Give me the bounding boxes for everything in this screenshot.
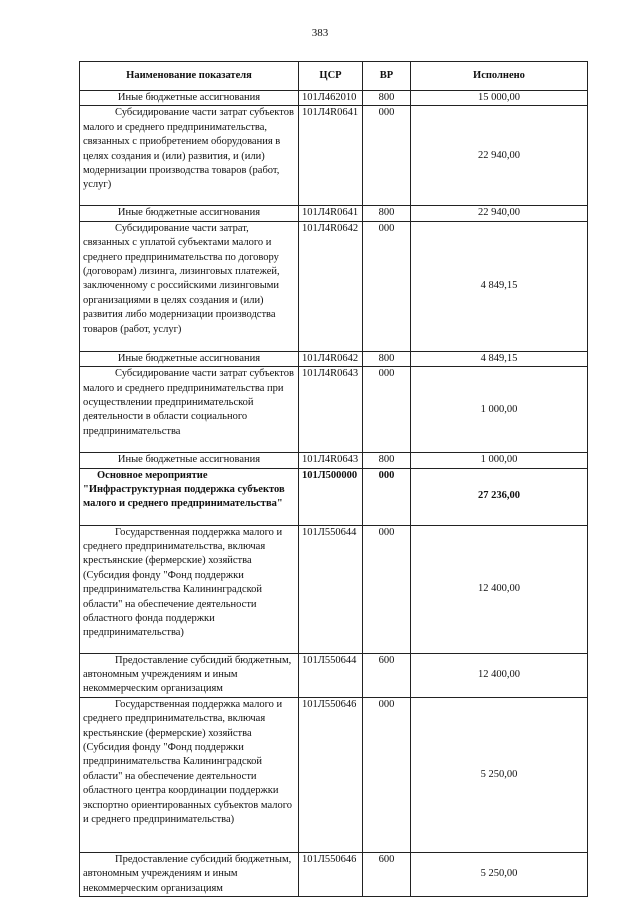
row-name: Иные бюджетные ассигнования: [80, 206, 299, 221]
row-vr: 600: [363, 653, 411, 697]
header-csr: ЦСР: [299, 62, 363, 91]
row-value: 5 250,00: [411, 697, 588, 852]
row-value: 15 000,00: [411, 91, 588, 106]
row-vr: 800: [363, 91, 411, 106]
row-value: 27 236,00: [411, 468, 588, 525]
row-name: Государственная поддержка малого и среднего предпринимательства, включая крестьянские (фермерские) хозяйства (Субсидия фонду "Фонд поддержки предпринимательства Калининградской области" на обеспечение деятельности областного центра координации поддержки экспортно ориентированных субъектов малого и среднего предпринимательства): [80, 697, 299, 852]
row-name: Предоставление субсидий бюджетным, автономным учреждениям и иным некоммерческим организациям: [80, 852, 299, 896]
table-row: [80, 206, 588, 221]
row-value: 5 250,00: [411, 852, 588, 896]
row-name: Субсидирование части затрат субъектов малого и среднего предпринимательства, связанных с приобретением оборудования в целях создания и (или) развития, и (или) модернизации производства товаров (работ, услуг): [80, 106, 299, 206]
row-csr: 101Л4R0642: [299, 221, 363, 351]
row-csr: 101Л550646: [299, 697, 363, 852]
row-value: 1 000,00: [411, 453, 588, 468]
row-value: 12 400,00: [411, 525, 588, 653]
row-value: 12 400,00: [411, 653, 588, 697]
table-header-row: [80, 62, 588, 91]
header-name: Наименование показателя: [80, 62, 299, 91]
row-vr: 000: [363, 525, 411, 653]
row-name: Предоставление субсидий бюджетным, автономным учреждениям и иным некоммерческим организациям: [80, 653, 299, 697]
table-row: [80, 653, 588, 697]
row-vr: 800: [363, 206, 411, 221]
row-name: Субсидирование части затрат субъектов малого и среднего предпринимательства при осуществлении предпринимательской деятельности в области социального предпринимательства: [80, 367, 299, 453]
row-value: 22 940,00: [411, 106, 588, 206]
row-csr: 101Л462010: [299, 91, 363, 106]
table-row: [80, 221, 588, 351]
row-name: Иные бюджетные ассигнования: [80, 453, 299, 468]
row-csr: 101Л4R0641: [299, 206, 363, 221]
row-value: 1 000,00: [411, 367, 588, 453]
row-vr: 000: [363, 468, 411, 525]
row-csr: 101Л4R0642: [299, 351, 363, 366]
table-row: [80, 697, 588, 852]
row-name: Иные бюджетные ассигнования: [80, 91, 299, 106]
row-vr: 800: [363, 351, 411, 366]
row-vr: 000: [363, 367, 411, 453]
row-vr: 600: [363, 852, 411, 896]
header-done: Исполнено: [411, 62, 588, 91]
row-name: Основное мероприятие "Инфраструктурная поддержка субъектов малого и среднего предпринимательства": [80, 468, 299, 525]
row-csr: 101Л500000: [299, 468, 363, 525]
table-row: [80, 367, 588, 453]
row-csr: 101Л4R0643: [299, 367, 363, 453]
table-row: [80, 453, 588, 468]
table-row: [80, 351, 588, 366]
row-value: 4 849,15: [411, 221, 588, 351]
row-csr: 101Л4R0641: [299, 106, 363, 206]
row-csr: 101Л4R0643: [299, 453, 363, 468]
row-vr: 000: [363, 106, 411, 206]
row-vr: 000: [363, 697, 411, 852]
row-csr: 101Л550644: [299, 653, 363, 697]
row-csr: 101Л550646: [299, 852, 363, 896]
row-value: 4 849,15: [411, 351, 588, 366]
table-row: [80, 852, 588, 896]
row-name: Субсидирование части затрат, связанных с уплатой субъектами малого и среднего предпринимательства по договору (договорам) лизинга, лизинговых платежей, заключенному с российскими лизинговыми организациями в целях создания и (или) развития либо модернизации производства товаров (работ, услуг): [80, 221, 299, 351]
row-name: Государственная поддержка малого и среднего предпринимательства, включая крестьянские (фермерские) хозяйства (Субсидия фонду "Фонд поддержки предпринимательства Калининградской области" на обеспечение деятельности областного фонда поддержки предпринимательства): [80, 525, 299, 653]
table-row: [80, 525, 588, 653]
row-csr: 101Л550644: [299, 525, 363, 653]
header-vr: ВР: [363, 62, 411, 91]
table-row: [80, 468, 588, 525]
page-number: 383: [311, 27, 329, 39]
table-row: [80, 106, 588, 206]
budget-table: [79, 61, 588, 897]
table-row: [80, 91, 588, 106]
row-vr: 800: [363, 453, 411, 468]
row-value: 22 940,00: [411, 206, 588, 221]
row-vr: 000: [363, 221, 411, 351]
row-name: Иные бюджетные ассигнования: [80, 351, 299, 366]
